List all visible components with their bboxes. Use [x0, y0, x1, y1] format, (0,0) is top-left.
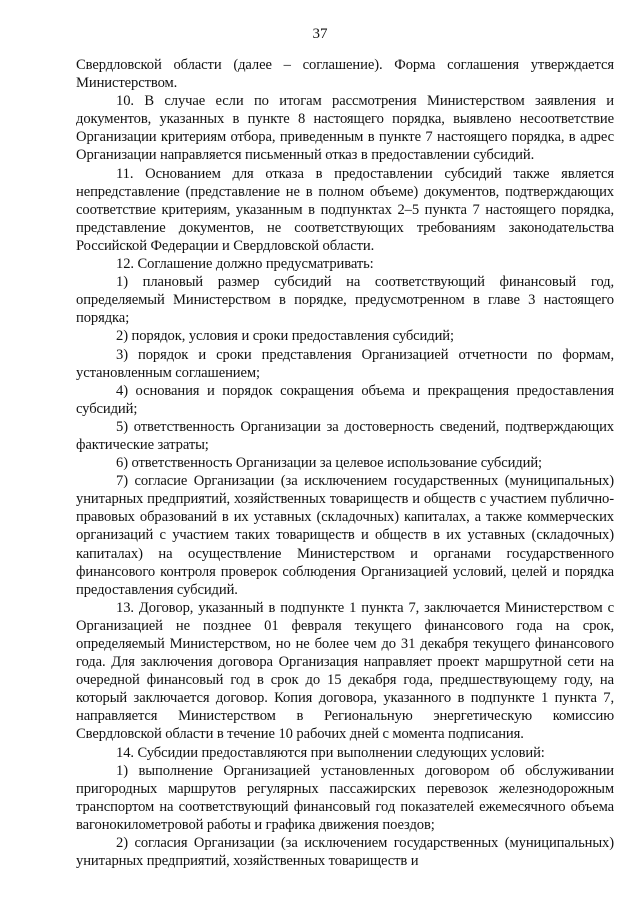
paragraph: 13. Договор, указанный в подпункте 1 пункта 7, заключается Министерством с Организацией не позднее 01 февраля текущего финансового года на срок, определяемый Министерством, но не более чем до 31 декабря текущего финансового года. Для заключения договора Организация направляет проект маршрутной сети на очередной финансовый год в срок до 15 декабря года, предшествующему году, на который заключается договор. Копия договора, указанного в подпункте 1 пункта 7, направляется Министерством в Региональную энергетическую комиссию Свердловской области в течение 10 рабочих дней с момента подписания. — [76, 599, 614, 743]
paragraph: 5) ответственность Организации за достоверность сведений, подтверждающих фактические затраты; — [76, 418, 614, 453]
paragraph: 2) согласия Организации (за исключением государственных (муниципальных) унитарных предприятий, хозяйственных товариществ и — [76, 835, 614, 870]
paragraph: 1) выполнение Организацией установленных договором об обслуживании пригородных маршрутов регулярных пассажирских перевозок железнодорожным транспортом на соответствующий финансовый год показателей ежемесячного объема вагонокилометровой работы и графика движения поездов; — [76, 762, 614, 833]
paragraph: 14. Субсидии предоставляются при выполнении следующих условий: — [116, 744, 545, 761]
paragraph: 10. В случае если по итогам рассмотрения Министерством заявления и документов, указанных в пункте 8 настоящего порядка, выявлено несоответствие Организации критериям отбора, приведенным в пункте 7 настоящего порядка, в адрес Организации направляется письменный отказ в предоставлении субсидий. — [76, 93, 614, 164]
paragraph: 12. Соглашение должно предусматривать: — [116, 256, 374, 273]
paragraph: 3) порядок и сроки представления Организацией отчетности по формам, установленным соглашением; — [76, 346, 614, 381]
paragraph: 4) основания и порядок сокращения объема и прекращения предоставления субсидий; — [76, 382, 614, 417]
paragraph: Свердловской области (далее – соглашение). Форма соглашения утверждается Министерством. — [76, 57, 614, 92]
paragraph: 11. Основанием для отказа в предоставлении субсидий также является непредставление (представление не в полном объеме) документов, подтверждающих соответствие критериям, указанным в подпунктах 2–5 пункта 7 настоящего порядка, представление документов, не соответствующих требованиям законодательства Российской Федерации и Свердловской области. — [76, 165, 614, 254]
paragraph: 6) ответственность Организации за целевое использование субсидий; — [116, 455, 543, 472]
document-body — [76, 56, 614, 870]
paragraph: 7) согласие Организации (за исключением государственных (муниципальных) унитарных предприятий, хозяйственных товариществ и обществ с участием публично-правовых образований в их уставных (складочных) капиталах, а также коммерческих организаций с участием таких товариществ и обществ в их уставных (складочных) капиталах) на осуществление Министерством и органами государственного финансового контроля проверок соблюдения Организацией условий, целей и порядка предоставления субсидий. — [76, 473, 614, 598]
paragraph: 2) порядок, условия и сроки предоставления субсидий; — [116, 328, 454, 345]
paragraph: 1) плановый размер субсидий на соответствующий финансовый год, определяемый Министерством в порядке, предусмотренном в главе 3 настоящего порядка; — [76, 274, 614, 327]
page-number: 37 — [312, 26, 328, 42]
